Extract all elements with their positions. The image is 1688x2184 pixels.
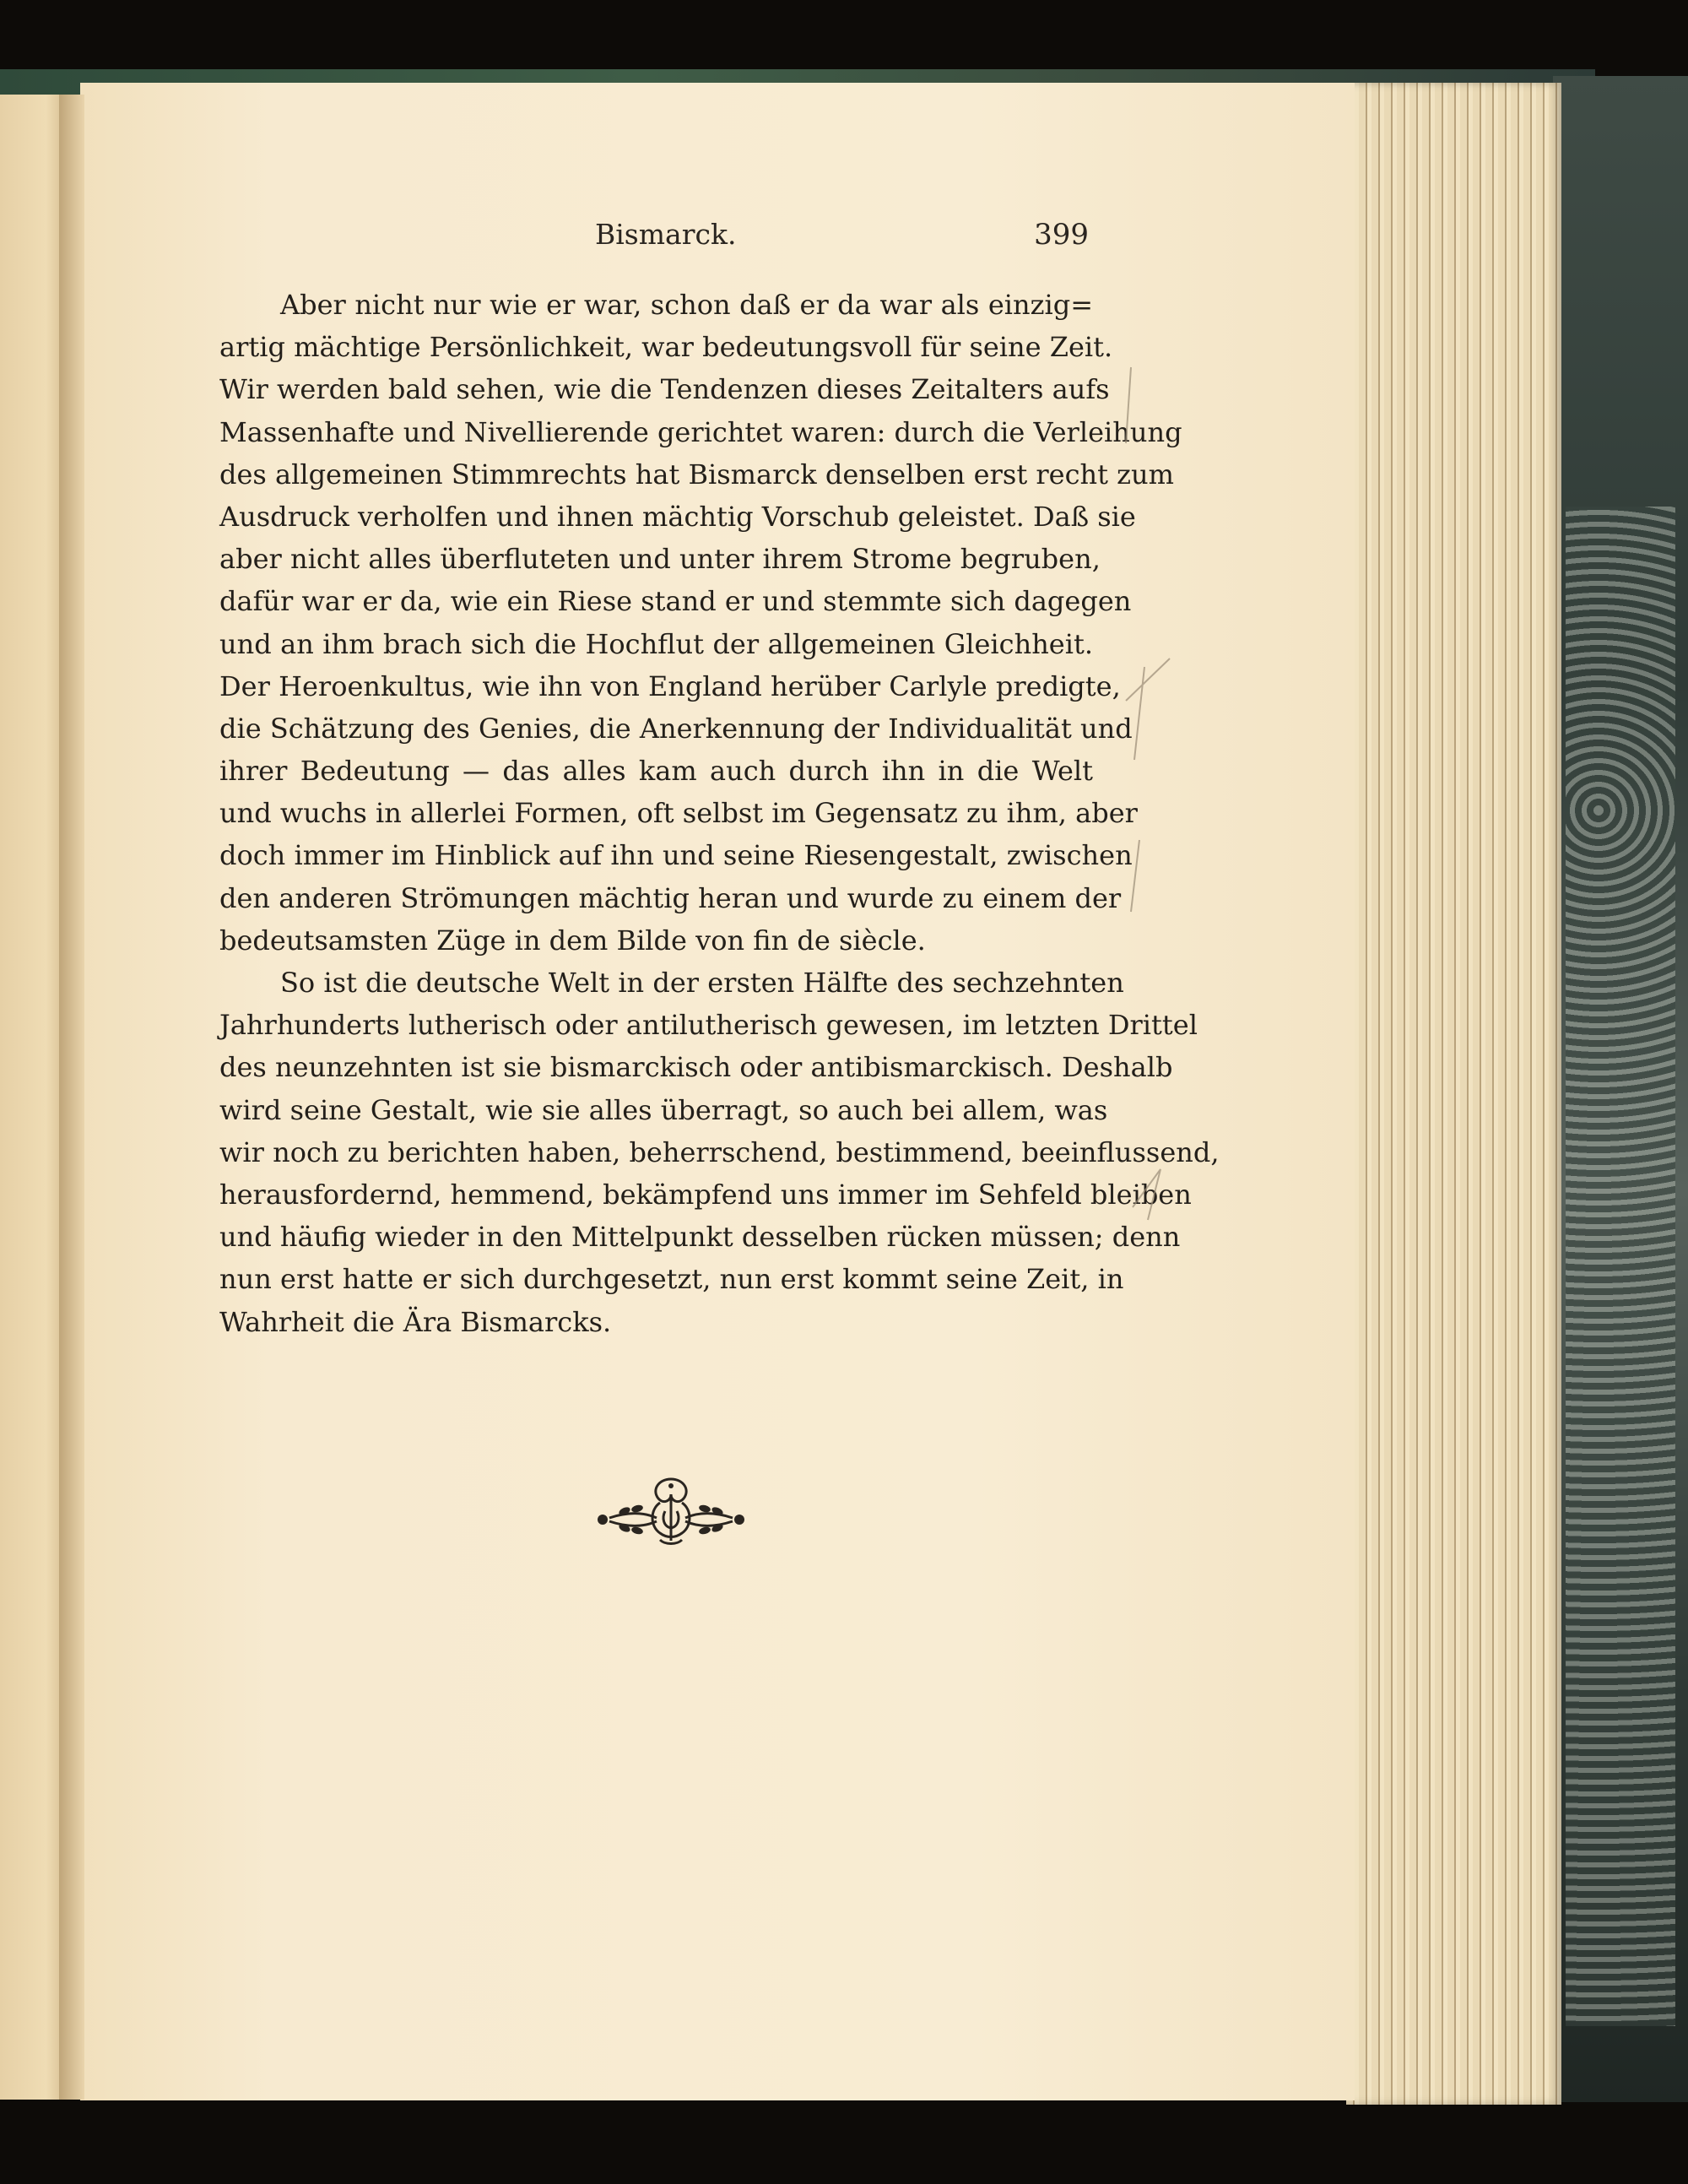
text-line: Ausdruck verholfen und ihnen mächtig Vorschub geleistet. Daß sie: [219, 500, 1136, 533]
text-line: doch immer im Hinblick auf ihn und seine Riesengestalt, zwischen: [219, 839, 1133, 872]
text-line: ihrer Bedeutung — das alles kam auch durch ihn in die Welt: [219, 755, 1093, 788]
running-head: Bismarck.: [595, 218, 737, 251]
page-header: [219, 218, 1089, 260]
text-line: wird seine Gestalt, wie sie alles überragt, so auch bei allem, was: [219, 1093, 1108, 1126]
text-line: Jahrhunderts lutherisch oder antilutherisch gewesen, im letzten Drittel: [219, 1009, 1198, 1042]
text-line: So ist die deutsche Welt in der ersten Hälfte des sechzehnten: [280, 967, 1124, 999]
text-line: bedeutsamsten Züge in dem Bilde von fin de siècle.: [219, 924, 926, 957]
text-line: Massenhafte und Nivellierende gerichtet waren: durch die Verleihung: [219, 415, 1182, 448]
text-line: und häufig wieder in den Mittelpunkt desselben rücken müssen; denn: [219, 1221, 1181, 1254]
paragraph: [219, 284, 1182, 962]
text-line: Wir werden bald sehen, wie die Tendenzen dieses Zeitalters aufs: [219, 373, 1110, 406]
text-line: Der Heroenkultus, wie ihn von England herüber Carlyle predigte,: [219, 669, 1121, 702]
text-line: aber nicht alles überfluteten und unter ihrem Strome begruben,: [219, 543, 1101, 576]
text-line: den anderen Strömungen mächtig heran und wurde zu einem der: [219, 881, 1122, 914]
text-line: nun erst hatte er sich durchgesetzt, nun erst kommt seine Zeit, in: [219, 1263, 1124, 1296]
book-gutter: [59, 95, 84, 2100]
body-text: [219, 284, 1220, 1343]
text-line: wir noch zu berichten haben, beherrschend, bestimmend, beeinflussend,: [219, 1135, 1220, 1168]
text-line: Aber nicht nur wie er war, schon daß er da war als einzig=: [280, 289, 1093, 321]
page-block-edges: [1346, 83, 1561, 2105]
text-line: und wuchs in allerlei Formen, oft selbst im Gegensatz zu ihm, aber: [219, 797, 1138, 830]
left-page-edge: [0, 95, 66, 2100]
marbled-cover-pattern: [1566, 507, 1675, 2026]
text-line: des neunzehnten ist sie bismarckisch oder antibismarckisch. Deshalb: [219, 1051, 1173, 1084]
text-line: Wahrheit die Ära Bismarcks.: [219, 1305, 612, 1338]
floral-ornament: [591, 1469, 751, 1549]
pencil-margin-marks: [1123, 363, 1173, 1258]
paragraph: [219, 962, 1220, 1343]
text-line: die Schätzung des Genies, die Anerkennung der Individualität und: [219, 712, 1133, 745]
text-line: herausfordernd, hemmend, bekämpfend uns immer im Sehfeld bleiben: [219, 1178, 1192, 1211]
text-line: dafür war er da, wie ein Riese stand er und stemmte sich dagegen: [219, 585, 1132, 618]
text-line: des allgemeinen Stimmrechts hat Bismarck denselben erst recht zum: [219, 458, 1174, 490]
page-number: 399: [1034, 218, 1089, 252]
text-line: artig mächtige Persönlichkeit, war bedeutungsvoll für seine Zeit.: [219, 331, 1113, 364]
text-line: und an ihm brach sich die Hochflut der allgemeinen Gleichheit.: [219, 627, 1093, 660]
